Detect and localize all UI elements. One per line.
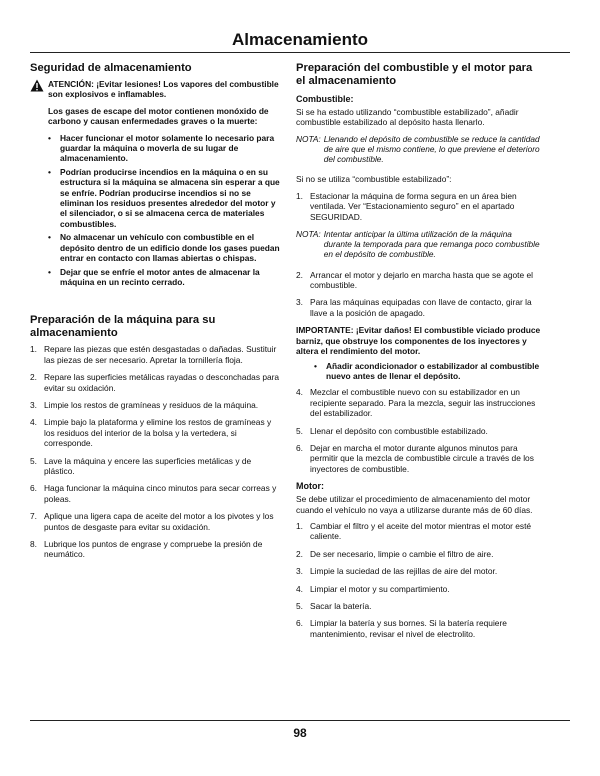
machine-prep-steps bbox=[30, 344, 280, 560]
important-text: ¡Evitar daños! El combustible viciado produce barniz, que obstruye los componentes de los inyectores y altera el rendimiento del motor. bbox=[296, 325, 541, 357]
list-item: 8. Lubrique los puntos de engrase y compruebe la presión de neumático. bbox=[30, 539, 263, 560]
warning-triangle-icon bbox=[30, 79, 44, 100]
header-rule bbox=[30, 52, 570, 53]
no-stabilized-text: Si no se utiliza “combustible estabilizado”: bbox=[296, 174, 452, 185]
fuel-subheading: Combustible: bbox=[296, 94, 354, 104]
machine-prep-heading: Preparación de la máquina para su almacenamiento bbox=[30, 314, 216, 340]
list-item: 5. Sacar la batería. bbox=[296, 601, 372, 611]
list-item: 6. Limpiar la batería y sus bornes. Si la batería requiere mantenimiento, revisar el nivel de electrolito. bbox=[296, 618, 507, 639]
motor-intro: Se debe utilizar el procedimiento de almacenamiento del motor cuando el vehículo no vaya a utilizarse durante más de 60 días. bbox=[296, 494, 533, 515]
list-item: 2. De ser necesario, limpie o cambie el filtro de aire. bbox=[296, 548, 494, 559]
safety-heading: Seguridad de almacenamiento bbox=[30, 62, 192, 74]
warning-block bbox=[30, 79, 280, 100]
list-item: 3. Limpie los restos de gramíneas y residuos de la máquina. bbox=[30, 399, 259, 410]
list-item: • Hacer funcionar el motor solamente lo necesario para guardar la máquina o moverla de su lugar de almacenamiento. bbox=[48, 132, 275, 164]
list-item: 1. Estacionar la máquina de forma segura en un área bien ventilada. Ver “Estacionamiento seguro” en el apartado SEGURIDAD. bbox=[296, 190, 517, 222]
safety-bullets bbox=[48, 133, 280, 288]
list-item: 4. Limpie bajo la plataforma y elimine los restos de gramíneas y los residuos del interior de la bolsa y la vertedera, si corresponde. bbox=[30, 417, 272, 449]
right-column bbox=[296, 62, 541, 646]
note-fill-tank: NOTA: Llenando el depósito de combustible se reduce la cantidad de aire que el mismo contiene, lo que previene el deterioro del combustible. bbox=[296, 133, 540, 165]
list-item: • No almacenar un vehículo con combustible en el depósito dentro de un edificio donde los gases puedan entrar en contacto con llamas abiertas o chispas. bbox=[48, 232, 280, 264]
list-item: 2. Repare las superficies metálicas rayadas o desconchadas para evitar su oxidación. bbox=[30, 372, 280, 393]
list-item: • Dejar que se enfríe el motor antes de almacenar la máquina en un recinto cerrado. bbox=[48, 266, 260, 287]
list-item: 4. Limpiar el motor y su compartimiento. bbox=[296, 583, 450, 594]
list-item: 2. Arrancar el motor y dejarlo en marcha hasta que se agote el combustible. bbox=[296, 269, 533, 291]
fuel-steps-1 bbox=[296, 191, 541, 222]
list-item: 6. Haga funcionar la máquina cinco minutos para secar correas y poleas. bbox=[30, 483, 277, 504]
page-title: Almacenamiento bbox=[231, 30, 369, 49]
footer-rule bbox=[30, 720, 570, 721]
important-label: IMPORTANTE: bbox=[296, 325, 354, 336]
list-item: • Añadir acondicionador o estabilizador al combustible nuevo antes de llenar el depósito. bbox=[314, 360, 540, 381]
list-item: 4. Mezclar el combustible nuevo con su estabilizador en un recipiente separado. Para la mezcla, seguir las instrucciones del estabilizador. bbox=[296, 387, 536, 419]
list-item: • Podrían producirse incendios en la máquina o en su estructura si la máquina se almacena sin esperar a que se enfríe. Podrían producirse incendios si no se eliminan los residuos presentes alrededor del motor y el silenciador, o si se almacena cerca de materiales combustibles. bbox=[48, 166, 280, 229]
list-item: 5. Lave la máquina y encere las superficies metálicas y de plástico. bbox=[30, 455, 252, 476]
exhaust-gas-text: Los gases de escape del motor contienen monóxido de carbono y causan enfermedades graves o la muerte: bbox=[48, 105, 269, 127]
list-item: 3. Limpie la suciedad de las rejillas de aire del motor. bbox=[296, 566, 498, 577]
fuel-intro: Si se ha estado utilizando “combustible estabilizado”, añadir combustible estabilizado al depósito hasta llenarlo. bbox=[296, 107, 519, 128]
fuel-engine-heading: Preparación del combustible y el motor para el almacenamiento bbox=[296, 62, 533, 87]
list-item: 5. Llenar el depósito con combustible estabilizado. bbox=[296, 425, 488, 436]
motor-subheading: Motor: bbox=[296, 481, 324, 492]
list-item: 1. Repare las piezas que estén desgastadas o dañadas. Sustituir las piezas de ser necesario. Apretar la tornillería floja. bbox=[30, 344, 277, 365]
list-item: 6. Dejar en marcha el motor durante algunos minutos para permitir que la mezcla de combustible circule a través de los inyectores de combustible. bbox=[296, 442, 534, 474]
fuel-steps-2 bbox=[296, 270, 541, 319]
warning-text: ATENCIÓN: ¡Evitar lesiones! Los vapores del combustible son explosivos e inflamables. bbox=[48, 79, 279, 100]
important-bullets bbox=[314, 361, 541, 382]
note-anticipate: NOTA: Intentar anticipar la última utilización de la máquina durante la temporada para que remanga poco combustible en el depósito de combustible. bbox=[296, 229, 540, 260]
left-column bbox=[30, 62, 280, 567]
list-item: 7. Aplique una ligera capa de aceite del motor a los pivotes y los puntos de desgaste para evitar su oxidación. bbox=[30, 511, 274, 532]
list-item: 1. Cambiar el filtro y el aceite del motor mientras el motor esté caliente. bbox=[296, 520, 532, 542]
fuel-steps-3 bbox=[296, 387, 541, 474]
important-block bbox=[296, 325, 541, 381]
page-number: 98 bbox=[293, 726, 307, 740]
list-item: 3. Para las máquinas equipadas con llave de contacto, girar la llave a la posición de apagado. bbox=[296, 297, 532, 318]
motor-steps bbox=[296, 521, 541, 639]
